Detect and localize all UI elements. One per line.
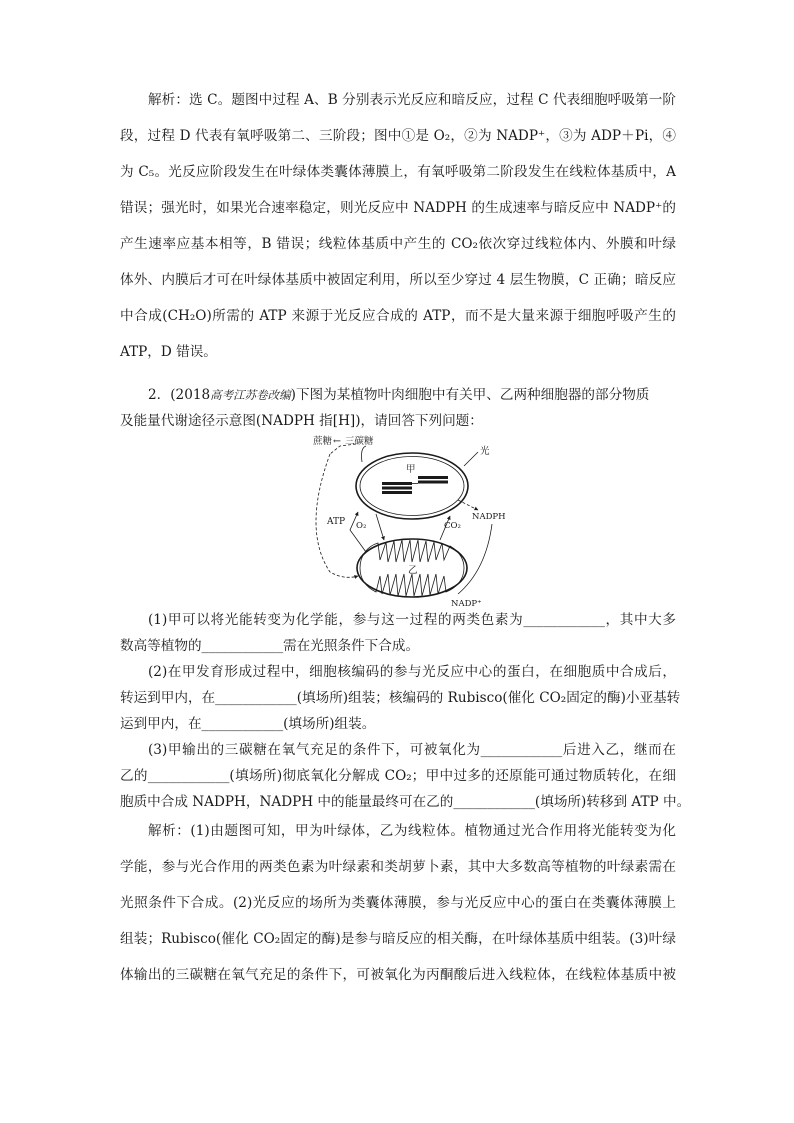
co2-label: CO₂ [444, 521, 461, 531]
text-line: 错误；强光时，如果光合速率稳定，则光反应中 NADPH 的生成速率与暗反应中 NADP⁺的 [120, 200, 676, 216]
text-line: 转运到甲内，在____________(填场所)组装；核编码的 Rubisco(催化 CO₂固定的酶)小亚基转 [120, 690, 681, 706]
o2-arrow [376, 514, 384, 540]
question-line-1 [120, 382, 676, 408]
text-line: 运到甲内，在____________(填场所)组装。 [120, 716, 376, 732]
grana-left [382, 482, 412, 494]
question-stem [120, 382, 676, 434]
atp-arrow [350, 512, 366, 552]
atp-label: ATP [327, 517, 346, 527]
text-line: 学能，参与光合作用的两类色素为叶绿素和类胡萝卜素，其中大多数高等植物的叶绿素需在 [120, 859, 676, 875]
question-text: )下图为某植物叶肉细胞中有关甲、乙两种细胞器的部分物质 [290, 387, 650, 403]
organelle-diagram [300, 430, 506, 609]
text-line: (2)在甲发育形成过程中，细胞核编码的参与光反应中心的蛋白，在细胞质中合成后， [148, 664, 676, 680]
sub-questions [120, 607, 691, 815]
analysis-paragraph-1 [120, 82, 676, 370]
text-line: 中合成(CH₂O)所需的 ATP 来源于光反应合成的 ATP，而不是大量来源于细胞呼吸产生的 [120, 308, 676, 324]
text-line: 体输出的三碳糖在氧气充足的条件下，可被氧化为丙酮酸后进入线粒体，在线粒体基质中被 [120, 967, 676, 983]
text-line: 体外、内膜后才可在叶绿体基质中被固定利用，所以至少穿过 4 层生物膜，C 正确；暗反应 [120, 272, 676, 288]
mitochondrion-label: 乙 [408, 565, 418, 576]
text-line: 解析：(1)由题图可知，甲为叶绿体，乙为线粒体。植物通过光合作用将光能转变为化 [148, 823, 676, 839]
chloroplast-outer-membrane [356, 453, 468, 519]
nadp-return-line [458, 524, 492, 594]
text-line: 段，过程 D 代表有氧呼吸第二、三阶段；图中①是 O₂，②为 NADP⁺，③为 ADP＋Pi，④ [120, 128, 676, 144]
grana-right [418, 476, 448, 484]
light-line [464, 452, 478, 466]
o2-label: O₂ [356, 521, 367, 531]
sucrose-label: 蔗糖 [313, 436, 333, 447]
nadp-label: NADP⁺ [451, 599, 482, 609]
triose-label: 三碳糖 [345, 436, 374, 447]
question-line-2: 及能量代谢途径示意图(NADPH 指[H])，请回答下列问题： [120, 413, 483, 429]
text-line: (1)甲可以将光能转变为化学能，参与这一过程的两类色素为____________，其中大多 [148, 612, 676, 628]
text-line: ATP，D 错误。 [120, 344, 217, 360]
arrow-glyph: ← [333, 436, 341, 447]
nadph-label: NADPH [472, 512, 506, 522]
text-line: 光照条件下合成。(2)光反应的场所为类囊体薄膜，参与光反应中心的蛋白在类囊体薄膜上 [120, 895, 676, 911]
text-line: 胞质中合成 NADPH，NADPH 中的能量最终可在乙的____________(填场所)转移到 ATP 中。 [120, 794, 691, 810]
chloroplast-label: 甲 [406, 464, 416, 475]
text-line: 数高等植物的____________需在光照条件下合成。 [120, 638, 420, 654]
light-label: 光 [480, 446, 490, 457]
text-line: 为 C₅。光反应阶段发生在叶绿体类囊体薄膜上，有氧呼吸第二阶段发生在线粒体基质中，A [120, 164, 676, 180]
question-source: 高考江苏卷改编 [210, 388, 291, 402]
question-number: 2．(2018 [148, 387, 211, 403]
text-line: 产生速率应基本相等，B 错误；线粒体基质中产生的 CO₂依次穿过线粒体内、外膜和叶绿 [120, 236, 676, 252]
text-line: (3)甲输出的三碳糖在氧气充足的条件下，可被氧化为____________后进入乙，继而在 [148, 742, 676, 758]
analysis-paragraph-2 [120, 813, 676, 993]
text-line: 解析：选 C。题图中过程 A、B 分别表示光反应和暗反应，过程 C 代表细胞呼吸第一阶 [148, 92, 676, 108]
text-line: 组装；Rubisco(催化 CO₂固定的酶)是参与暗反应的相关酶，在叶绿体基质中组装。(3)叶绿 [120, 931, 676, 947]
triose-export-line [362, 446, 367, 462]
dashed-path-arrow [316, 454, 358, 577]
text-line: 乙的____________(填场所)彻底氧化分解成 CO₂；甲中过多的还原能可通过物质转化，在细 [120, 768, 676, 784]
